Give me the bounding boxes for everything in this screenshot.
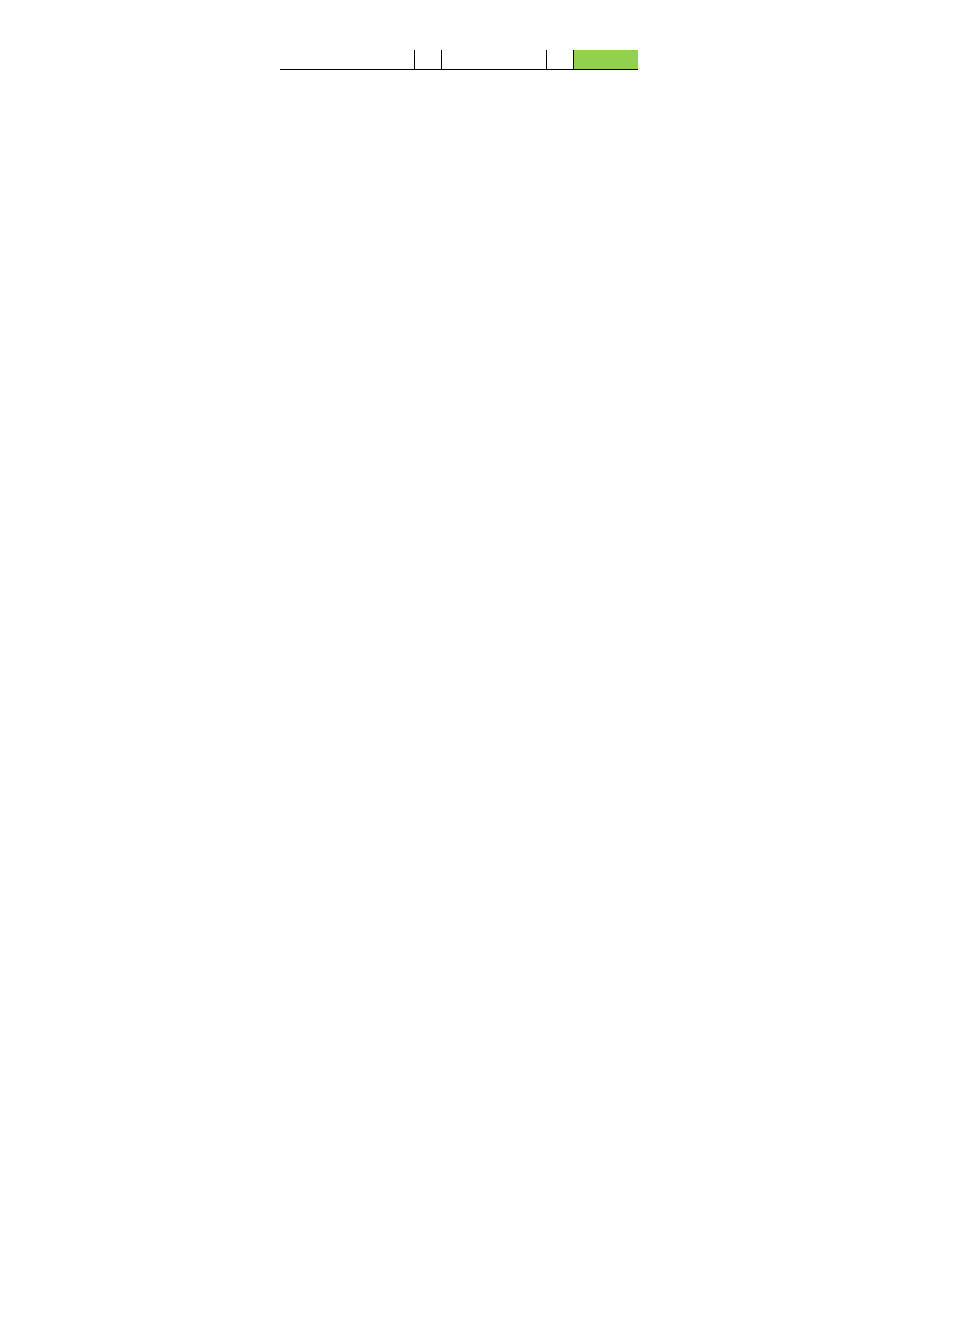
rule-1 xyxy=(74,770,954,789)
rule-4 xyxy=(74,915,954,934)
table-header-cell xyxy=(508,50,547,70)
table-header-cell xyxy=(478,50,508,70)
sub-4 xyxy=(122,1186,954,1205)
table-header-cell xyxy=(606,50,638,70)
sub-2 xyxy=(122,1089,954,1108)
sub-5 xyxy=(122,1235,954,1254)
table-header-cell xyxy=(574,50,607,70)
sub-3 xyxy=(122,1118,954,1156)
table-header-row xyxy=(280,50,638,70)
table-header-cell xyxy=(415,50,442,70)
table-header-cell xyxy=(442,50,479,70)
sub-6 xyxy=(122,1264,954,1302)
table-header-cell xyxy=(547,50,574,70)
sub-1 xyxy=(122,1060,954,1079)
rule-2 xyxy=(74,819,954,838)
table-step-sequence xyxy=(280,50,638,70)
rule-5 xyxy=(74,963,954,1001)
rule-3 xyxy=(74,848,954,886)
table-header-cell xyxy=(280,50,318,70)
table-header-cell xyxy=(350,50,382,70)
table-header-cell xyxy=(382,50,415,70)
table-header-cell xyxy=(318,50,350,70)
